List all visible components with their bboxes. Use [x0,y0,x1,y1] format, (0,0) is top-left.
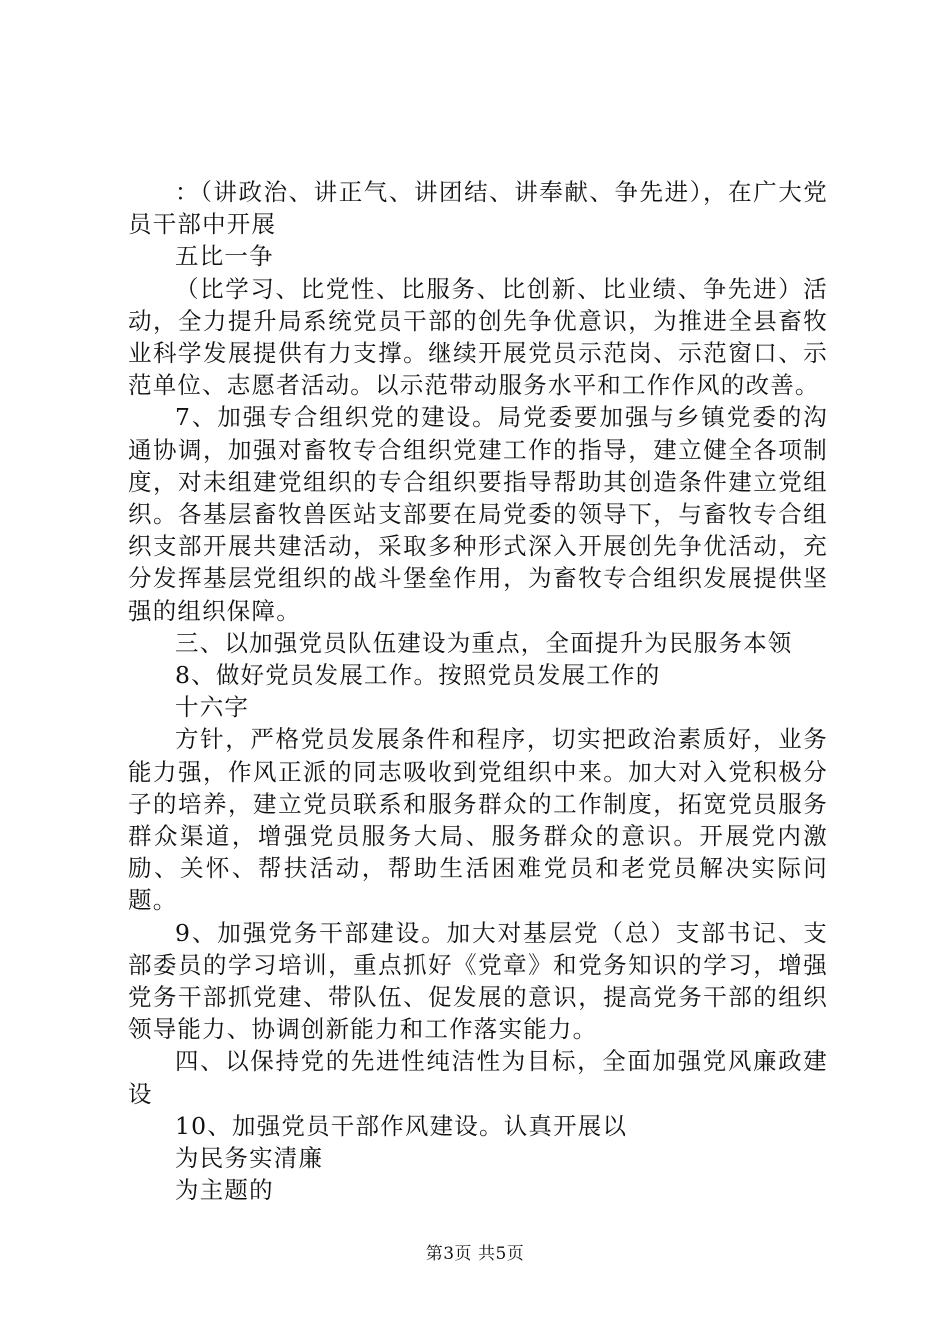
section-heading-4: 四、以保持党的先进性纯洁性为目标，全面加强党风廉政建设 [128,1047,828,1108]
paragraph-9: 9、加强党务干部建设。加大对基层党（总）支部书记、支部委员的学习培训，重点抓好《党章》和党务知识的学习，增强党务干部抓党建、带队伍、促发展的意识，提高党务干部的组织领导能力、协调创新能力和工作落实能力。 [128,918,828,1044]
page-number-label: 第3页 共5页 [425,1244,525,1264]
paragraph-11: 10、加强党员干部作风建设。认真开展以 [175,1111,628,1140]
paragraph-13: 为主题的 [175,1176,274,1205]
paragraph-12: 为民务实清廉 [175,1144,324,1173]
paragraph-1: ：（讲政治、讲正气、讲团结、讲奉献、争先进），在广大党员干部中开展 [128,178,828,239]
page-footer [0,1243,950,1265]
paragraph-8: 方针，严格党员发展条件和程序，切实把政治素质好，业务能力强，作风正派的同志吸收到党组织中来。加大对入党积极分子的培养，建立党员联系和服务群众的工作制度，拓宽党员服务群众渠道，增强党员服务大局、服务群众的意识。开展党内激励、关怀、帮扶活动，帮助生活困难党员和老党员解决实际问题。 [128,725,828,915]
paragraph-7: 十六字 [175,693,250,722]
paragraph-2: 五比一争 [175,242,274,271]
paragraph-6: 8、做好党员发展工作。按照党员发展工作的 [175,661,661,690]
paragraph-4: 7、加强专合组织党的建设。局党委要加强与乡镇党委的沟通协调，加强对畜牧专合组织党建工作的指导，建立健全各项制度，对未组建党组织的专合组织要指导帮助其创造条件建立党组织。各基层畜牧兽医站支部要在局党委的领导下，与畜牧专合组织支部开展共建活动，采取多种形式深入开展创先争优活动，充分发挥基层党组织的战斗堡垒作用，为畜牧专合组织发展提供坚强的组织保障。 [128,403,828,625]
paragraph-3: （比学习、比党性、比服务、比创新、比业绩、争先进）活动，全力提升局系统党员干部的创先争优意识，为推进全县畜牧业科学发展提供有力支撑。继续开展党员示范岗、示范窗口、示范单位、志愿者活动。以示范带动服务水平和工作作风的改善。 [128,274,828,400]
section-heading-3: 三、以加强党员队伍建设为重点，全面提升为民服务本领 [175,628,793,657]
document-body [128,176,828,1207]
